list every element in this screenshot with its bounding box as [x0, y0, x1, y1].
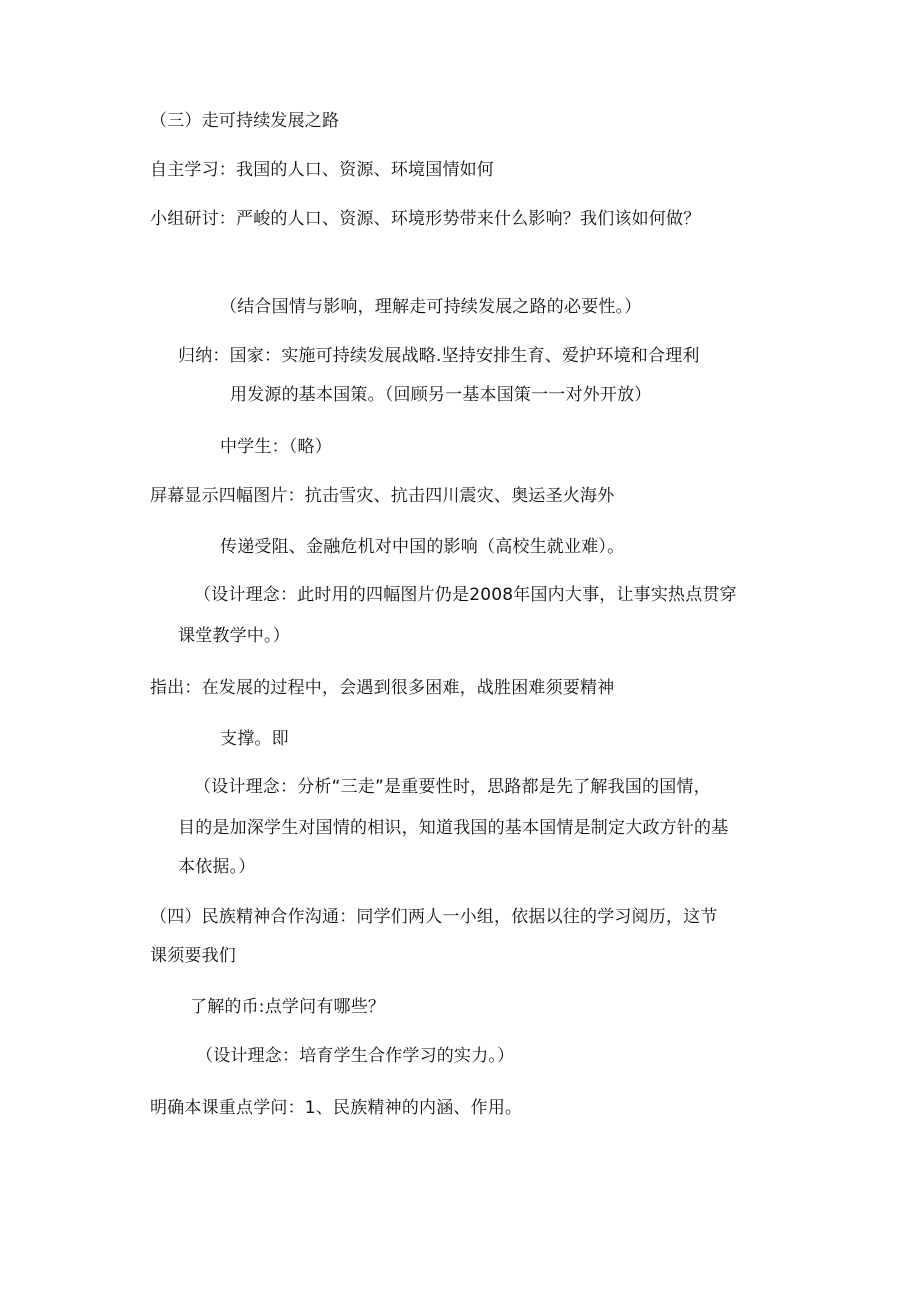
- knowledge-points-line: 了解的币:点学问有哪些？: [190, 997, 386, 1017]
- design-note-analysis-line-2: 目的是加深学生对国情的相识，知道我国的基本国情是制定大政方针的基: [178, 818, 729, 838]
- point-out-continuation-line: 支撑。即: [220, 729, 289, 749]
- key-knowledge-line: 明确本课重点学问：1、民族精神的内涵、作用。: [150, 1098, 523, 1118]
- design-note-images-line: （设计理念：此时用的四幅图片仍是2008年国内大事，让事实热点贯穿: [194, 585, 737, 605]
- group-discussion-line: 小组研讨：严峻的人口、资源、环境形势带来什么影响？我们该如何做？: [150, 209, 701, 229]
- section-heading-four: （四）民族精神合作沟通：同学们两人一小组，依据以往的学习阅历，这节: [150, 907, 718, 927]
- design-note-analysis-line: （设计理念：分析“三走”是重要性时，思路都是先了解我国的国情，: [194, 777, 711, 797]
- design-note-line: （结合国情与影响，理解走可持续发展之路的必要性。）: [220, 297, 642, 317]
- screen-display-line: 屏幕显示四幅图片：抗击雪灾、抗击四川震灾、奥运圣火海外: [150, 486, 615, 506]
- point-out-line: 指出：在发展的过程中，会遇到很多困难，战胜困难须要精神: [150, 678, 615, 698]
- summary-continuation-line: 用发源的基本国策。（回顾另一基本国策一一对外开放）: [230, 385, 652, 405]
- screen-display-continuation-line: 传递受阻、金融危机对中国的影响（高校生就业难）。: [220, 537, 625, 557]
- self-study-line: 自主学习：我国的人口、资源、环境国情如何: [150, 160, 494, 180]
- design-note-analysis-line-3: 本依据。）: [178, 857, 256, 877]
- section-heading-three: （三）走可持续发展之路: [150, 111, 340, 131]
- design-note-images-continuation-line: 课堂教学中。）: [178, 626, 290, 646]
- middle-school-line: 中学生：（略）: [220, 437, 332, 457]
- section-four-continuation-line: 课须要我们: [150, 946, 236, 966]
- summary-line: 归纳：国家：实施可持续发展战略.坚持安排生育、爱护环境和合理利: [178, 346, 700, 366]
- design-note-cooperation-line: （设计理念：培育学生合作学习的实力。）: [196, 1046, 515, 1066]
